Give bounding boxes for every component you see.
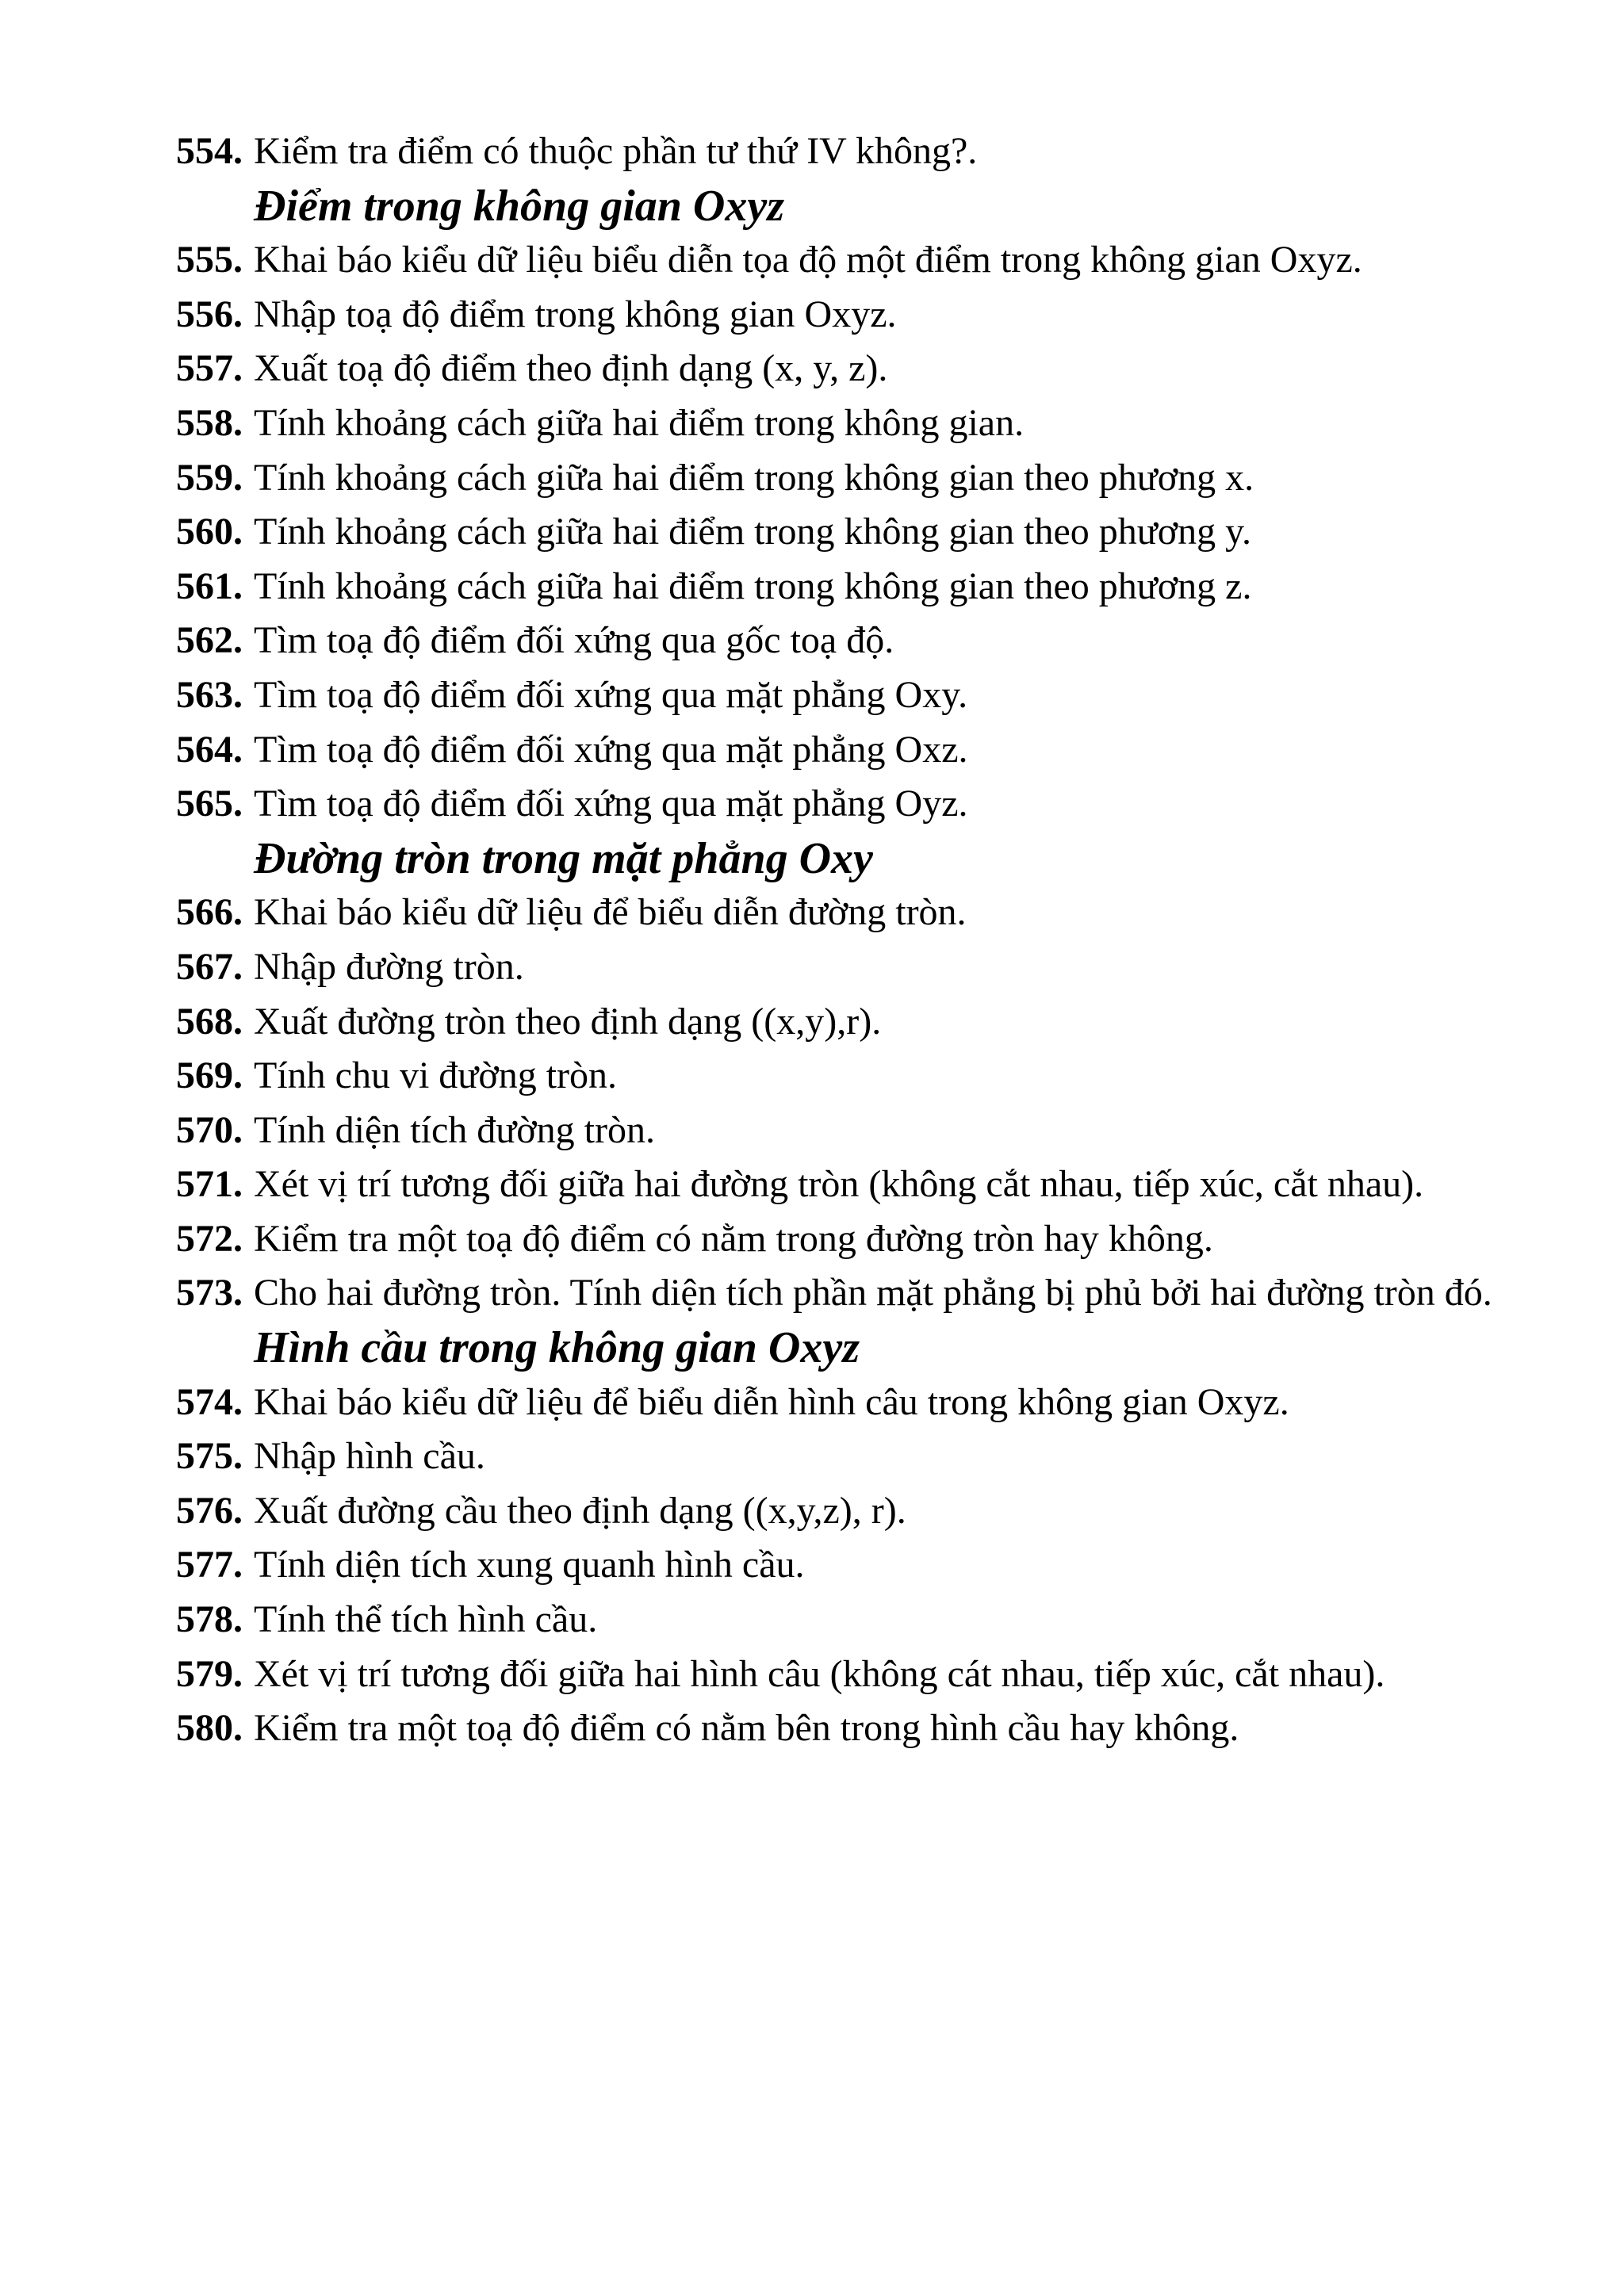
exercise-item <box>176 1376 1508 1430</box>
section-heading: Hình cầu trong không gian Oxyz <box>254 1323 860 1373</box>
exercise-item <box>176 1212 1508 1267</box>
exercise-item <box>176 1538 1508 1593</box>
exercise-number: 567. <box>176 945 243 988</box>
exercise-item <box>176 995 1508 1050</box>
section-heading: Điểm trong không gian Oxyz <box>254 181 784 231</box>
exercise-number: 569. <box>176 1054 243 1097</box>
exercise-number: 575. <box>176 1435 243 1478</box>
exercise-number: 574. <box>176 1380 243 1423</box>
exercise-item <box>176 1049 1508 1104</box>
exercise-item <box>176 342 1508 396</box>
exercise-text: Nhập đường tròn. <box>254 945 524 988</box>
exercise-text: Tìm toạ độ điểm đối xứng qua mặt phẳng Oxy. <box>254 673 968 716</box>
exercise-item <box>176 668 1508 723</box>
exercise-item <box>176 886 1508 940</box>
exercise-text: Tính chu vi đường tròn. <box>254 1054 618 1097</box>
exercise-text: Kiểm tra một toạ độ điểm có nằm bên trong hình cầu hay không. <box>254 1707 1239 1750</box>
exercise-item <box>176 614 1508 668</box>
exercise-item <box>176 560 1508 614</box>
exercise-item <box>176 1104 1508 1158</box>
exercise-number: 556. <box>176 293 243 335</box>
exercise-text: Xuất toạ độ điểm theo định dạng (x, y, z). <box>254 347 888 390</box>
exercise-text: Tìm toạ độ điểm đối xứng qua mặt phẳng Oxz. <box>254 728 968 771</box>
exercise-item <box>176 451 1508 506</box>
exercise-number: 565. <box>176 783 243 825</box>
exercise-number: 573. <box>176 1272 243 1314</box>
exercise-number: 561. <box>176 564 243 607</box>
exercise-item <box>176 1266 1508 1321</box>
exercise-item <box>176 777 1508 832</box>
exercise-number: 559. <box>176 456 243 499</box>
exercise-text: Xét vị trí tương đối giữa hai đường tròn (không cắt nhau, tiếp xúc, cắt nhau). <box>254 1163 1424 1206</box>
exercise-text: Xuất đường tròn theo định dạng ((x,y),r). <box>254 1000 882 1043</box>
exercise-item <box>176 396 1508 451</box>
exercise-number: 564. <box>176 728 243 771</box>
exercise-number: 566. <box>176 891 243 934</box>
exercise-text: Khai báo kiểu dữ liệu để biểu diễn đường tròn. <box>254 891 967 934</box>
exercise-number: 558. <box>176 401 243 444</box>
exercise-item <box>176 1484 1508 1539</box>
exercise-text: Tính diện tích đường tròn. <box>254 1108 655 1151</box>
exercise-text: Nhập hình cầu. <box>254 1435 485 1478</box>
exercise-text: Tìm toạ độ điểm đối xứng qua mặt phẳng Oyz. <box>254 783 968 825</box>
exercise-item <box>176 723 1508 778</box>
exercise-number: 557. <box>176 347 243 390</box>
exercise-text: Tính thể tích hình cầu. <box>254 1598 598 1641</box>
exercise-item <box>176 505 1508 560</box>
exercise-item <box>176 1158 1508 1212</box>
exercise-list <box>176 124 1508 1756</box>
exercise-text: Kiểm tra điểm có thuộc phần tư thứ IV không?. <box>254 130 978 172</box>
section-heading: Đường tròn trong mặt phẳng Oxy <box>254 833 873 883</box>
exercise-text: Nhập toạ độ điểm trong không gian Oxyz. <box>254 293 897 335</box>
exercise-item <box>176 124 1508 179</box>
exercise-text: Tính diện tích xung quanh hình cầu. <box>254 1544 805 1586</box>
exercise-text: Tính khoảng cách giữa hai điểm trong không gian. <box>254 401 1025 444</box>
exercise-text: Khai báo kiểu dữ liệu để biểu diễn hình câu trong không gian Oxyz. <box>254 1380 1289 1423</box>
exercise-number: 572. <box>176 1217 243 1260</box>
exercise-text: Tìm toạ độ điểm đối xứng qua gốc toạ độ. <box>254 619 894 662</box>
exercise-number: 568. <box>176 1000 243 1043</box>
exercise-number: 580. <box>176 1707 243 1750</box>
exercise-item <box>176 940 1508 995</box>
exercise-text: Tính khoảng cách giữa hai điểm trong không gian theo phương y. <box>254 511 1252 553</box>
exercise-text: Khai báo kiểu dữ liệu biểu diễn tọa độ một điểm trong không gian Oxyz. <box>254 239 1362 281</box>
exercise-text: Cho hai đường tròn. Tính diện tích phần mặt phẳng bị phủ bởi hai đường tròn đó. <box>254 1272 1492 1314</box>
exercise-item <box>176 1647 1508 1702</box>
exercise-number: 571. <box>176 1163 243 1206</box>
exercise-item <box>176 233 1508 288</box>
exercise-item <box>176 288 1508 342</box>
exercise-number: 579. <box>176 1652 243 1695</box>
exercise-item <box>176 1701 1508 1756</box>
exercise-number: 555. <box>176 239 243 281</box>
exercise-item <box>176 1429 1508 1484</box>
exercise-number: 554. <box>176 130 243 172</box>
exercise-number: 562. <box>176 619 243 662</box>
exercise-number: 578. <box>176 1598 243 1641</box>
exercise-number: 577. <box>176 1544 243 1586</box>
exercise-text: Tính khoảng cách giữa hai điểm trong không gian theo phương z. <box>254 564 1252 607</box>
exercise-text: Kiểm tra một toạ độ điểm có nằm trong đường tròn hay không. <box>254 1217 1213 1260</box>
exercise-item <box>176 1593 1508 1647</box>
exercise-text: Tính khoảng cách giữa hai điểm trong không gian theo phương x. <box>254 456 1254 499</box>
exercise-number: 576. <box>176 1489 243 1532</box>
exercise-text: Xét vị trí tương đối giữa hai hình câu (không cát nhau, tiếp xúc, cắt nhau). <box>254 1652 1385 1695</box>
exercise-number: 570. <box>176 1108 243 1151</box>
exercise-text: Xuất đường cầu theo định dạng ((x,y,z), r). <box>254 1489 906 1532</box>
exercise-number: 563. <box>176 673 243 716</box>
exercise-number: 560. <box>176 511 243 553</box>
